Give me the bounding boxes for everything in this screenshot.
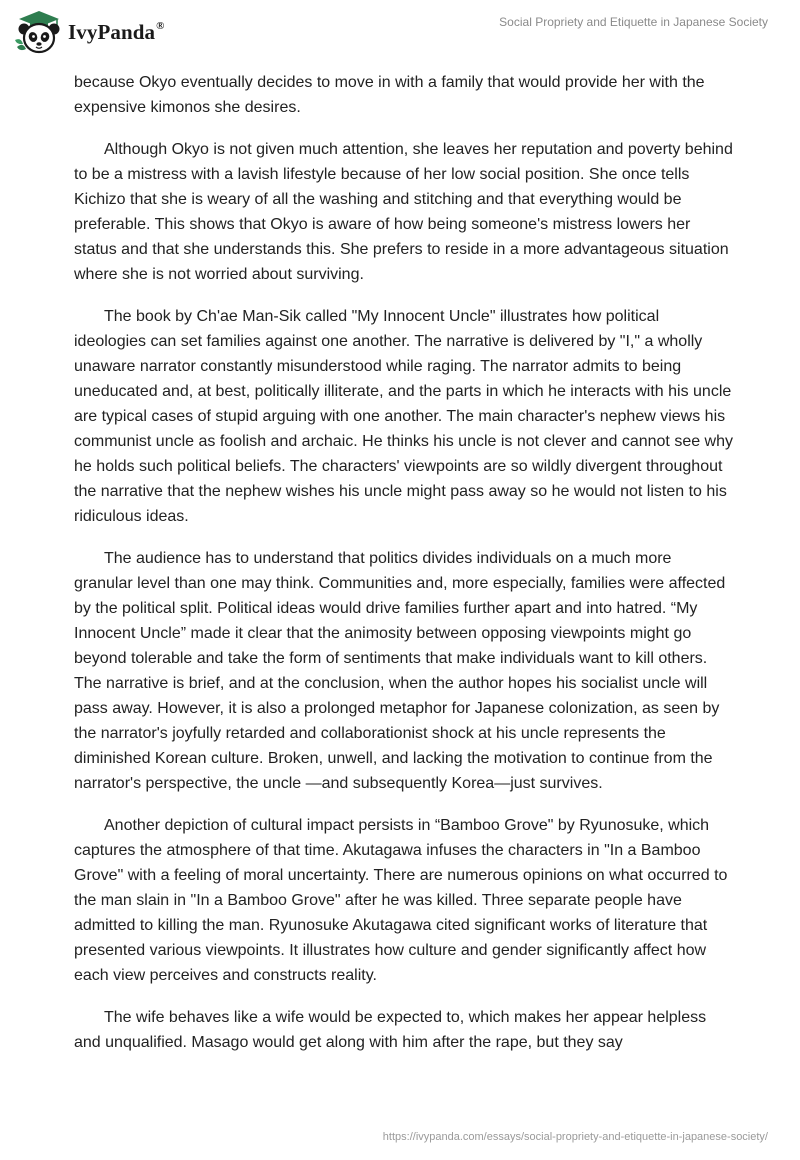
paragraph-6: The wife behaves like a wife would be expected to, which makes her appear helpless and unqualified. Masago would get along with him after the rape, but they say [74, 1009, 707, 1051]
paragraph-5: Another depiction of cultural impact persists in “Bamboo Grove" by Ryunosuke, which captures the atmosphere of that time. Akutagawa infuses the characters in "In a Bamboo Grove" with a feeling of moral uncertainty. There are numerous opinions on what occurred to the man slain in "In a Bamboo Grove" after he was killed. Three separate people have admitted to killing the man. Ryunosuke Akutagawa cited significant works of literature that presented various viewpoints. It illustrates how culture and gender significantly affect how each view perceives and constructs reality. [74, 817, 728, 984]
source-url[interactable]: https://ivypanda.com/essays/social-propriety-and-etiquette-in-japanese-society/ [382, 1131, 768, 1143]
essay-body [74, 70, 734, 1072]
document-title: Social Propriety and Etiquette in Japanese Society [499, 15, 768, 29]
paragraph-4: The audience has to understand that politics divides individuals on a much more granular level than one may think. Communities and, more especially, families were affected by the political split. Political ideas would drive families further apart and into hatred. “My Innocent Uncle” made it clear that the animosity between opposing viewpoints might go beyond tolerable and take the form of sentiments that make individuals want to kill others. The narrative is brief, and at the conclusion, when the author hopes his socialist uncle will pass away. However, it is also a prolonged metaphor for Japanese colonization, as seen by the narrator's joyfully retarded and collaborationist shock at his uncle represents the diminished Korean culture. Broken, unwell, and lacking the motivation to continue from the narrator's perspective, the uncle —and subsequently Korea—just survives. [74, 550, 726, 792]
logo-wordmark [68, 20, 165, 45]
paragraph-2: Although Okyo is not given much attention, she leaves her reputation and poverty behind to be a mistress with a lavish lifestyle because of her low social position. She once tells Kichizo that she is weary of all the washing and stitching and that everything would be preferable. This shows that Okyo is aware of how being someone's mistress lowers her status and that she understands this. She prefers to reside in a more advantageous situation where she is not worried about surviving. [74, 141, 733, 283]
logo-text: IvyPanda [68, 19, 156, 44]
site-logo[interactable] [14, 9, 165, 55]
panda-graduation-cap-icon [14, 9, 64, 55]
page-header [0, 0, 800, 70]
paragraph-3: The book by Ch'ae Man-Sik called "My Innocent Uncle" illustrates how political ideologies can set families against one another. The narrative is delivered by "I," a wholly unaware narrator constantly misunderstood while raging. The narrator admits to being uneducated and, at best, politically illiterate, and the parts in which he interacts with his uncle are typical cases of stupid arguing with one another. The main character's nephew views his communist uncle as foolish and archaic. He thinks his uncle is not clever and cannot see why he holds such political beliefs. The characters' viewpoints are so wildly divergent throughout the narrative that the nephew wishes his uncle might pass away so he would not listen to his ridiculous ideas. [74, 308, 734, 525]
registered-mark: ® [156, 19, 165, 32]
paragraph-1: because Okyo eventually decides to move in with a family that would provide her with the expensive kimonos she desires. [74, 74, 705, 116]
